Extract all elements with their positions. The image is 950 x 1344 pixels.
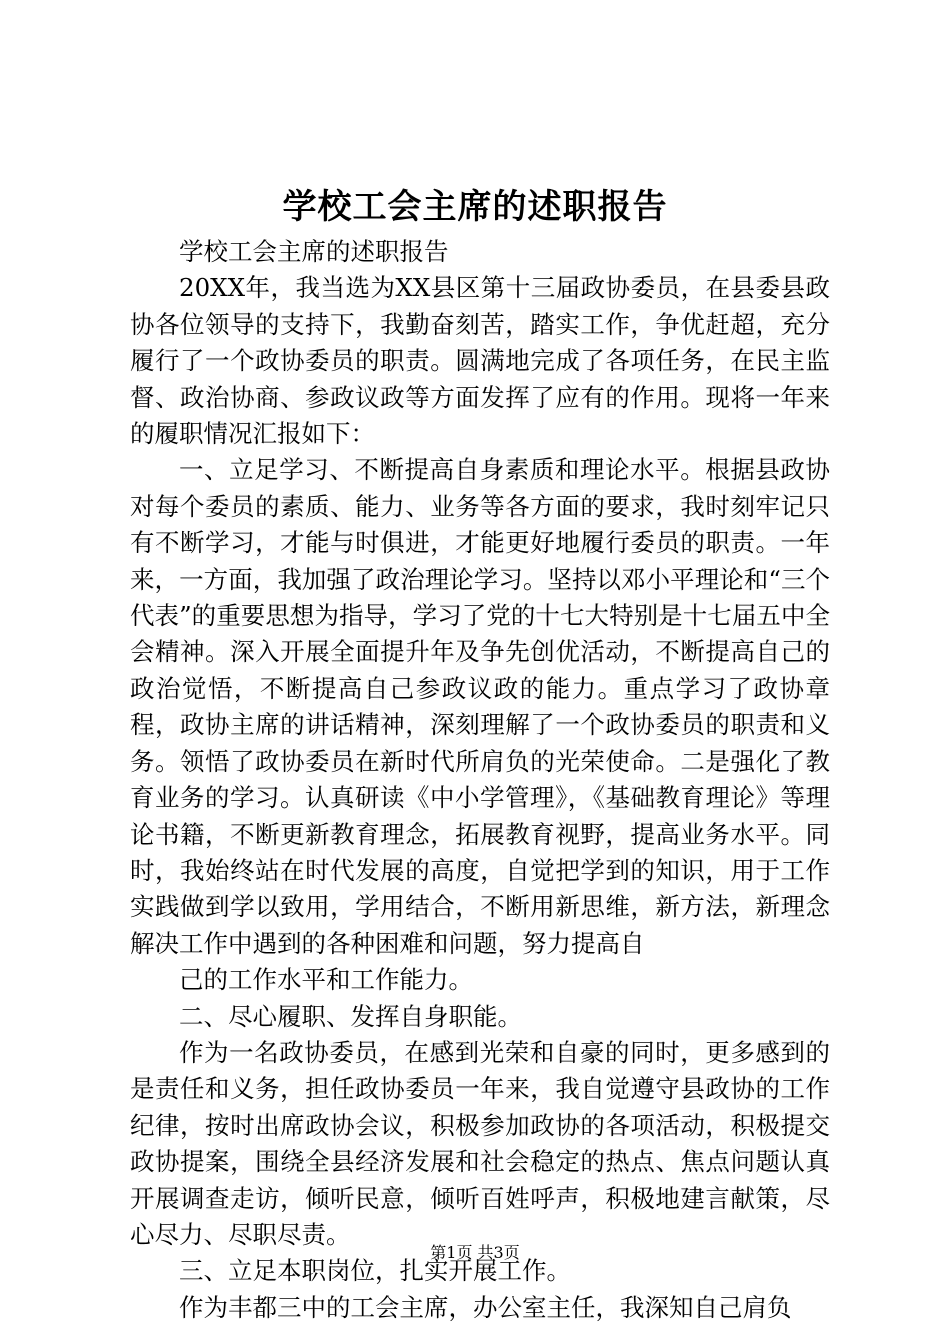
document-title: 学校工会主席的述职报告	[282, 187, 668, 227]
page-footer: 第1页 共3页	[430, 1243, 520, 1262]
paragraph-intro: 20XX年，我当选为XX县区第十三届政协委员，在县委县政协各位领导的支持下，我勤奋刻苦，踏实工作，争优赶超，充分履行了一个政协委员的职责。圆满地完成了各项任务，在民主监督、政治协商、参政议政等方面发挥了应有的作用。现将一年来的履职情况汇报如下：	[130, 273, 830, 449]
paragraph-section-one-cont: 己的工作水平和工作能力。	[179, 965, 473, 995]
paragraph-section-two-heading: 二、尽心履职、发挥自身职能。	[179, 1001, 522, 1031]
paragraph-section-three-heading: 三、立足本职岗位，扎实开展工作。	[179, 1256, 571, 1286]
paragraph-section-three: 作为丰都三中的工会主席，办公室主任，我深知自己肩负	[179, 1292, 792, 1322]
paragraph-subtitle: 学校工会主席的述职报告	[179, 237, 449, 266]
paragraph-section-one: 一、立足学习、不断提高自身素质和理论水平。根据县政协对每个委员的素质、能力、业务等各方面的要求，我时刻牢记只有不断学习，才能与时俱进，才能更好地履行委员的职责。一年来，一方面，我加强了政治理论学习。坚持以邓小平理论和“三个代表”的重要思想为指导，学习了党的十七大特别是十七届五中全会精神。深入开展全面提升年及争先创优活动，不断提高自己的政治觉悟，不断提高自己参政议政的能力。重点学习了政协章程，政协主席的讲话精神，深刻理解了一个政协委员的职责和义务。领悟了政协委员在新时代所肩负的光荣使命。二是强化了教育业务的学习。认真研读《中小学管理》，《基础教育理论》等理论书籍，不断更新教育理念，拓展教育视野，提高业务水平。同时，我始终站在时代发展的高度，自觉把学到的知识，用于工作实践做到学以致用，学用结合，不断用新思维，新方法，新理念解决工作中遇到的各种困难和问题，努力提高自	[130, 455, 830, 958]
paragraph-section-two: 作为一名政协委员，在感到光荣和自豪的同时，更多感到的是责任和义务，担任政协委员一年来，我自觉遵守县政协的工作纪律，按时出席政协会议，积极参加政协的各项活动，积极提交政协提案，围绕全县经济发展和社会稳定的热点、焦点问题认真开展调查走访，倾听民意，倾听百姓呼声，积极地建言献策，尽心尽力、尽职尽责。	[130, 1037, 830, 1249]
document-body	[130, 234, 830, 1326]
